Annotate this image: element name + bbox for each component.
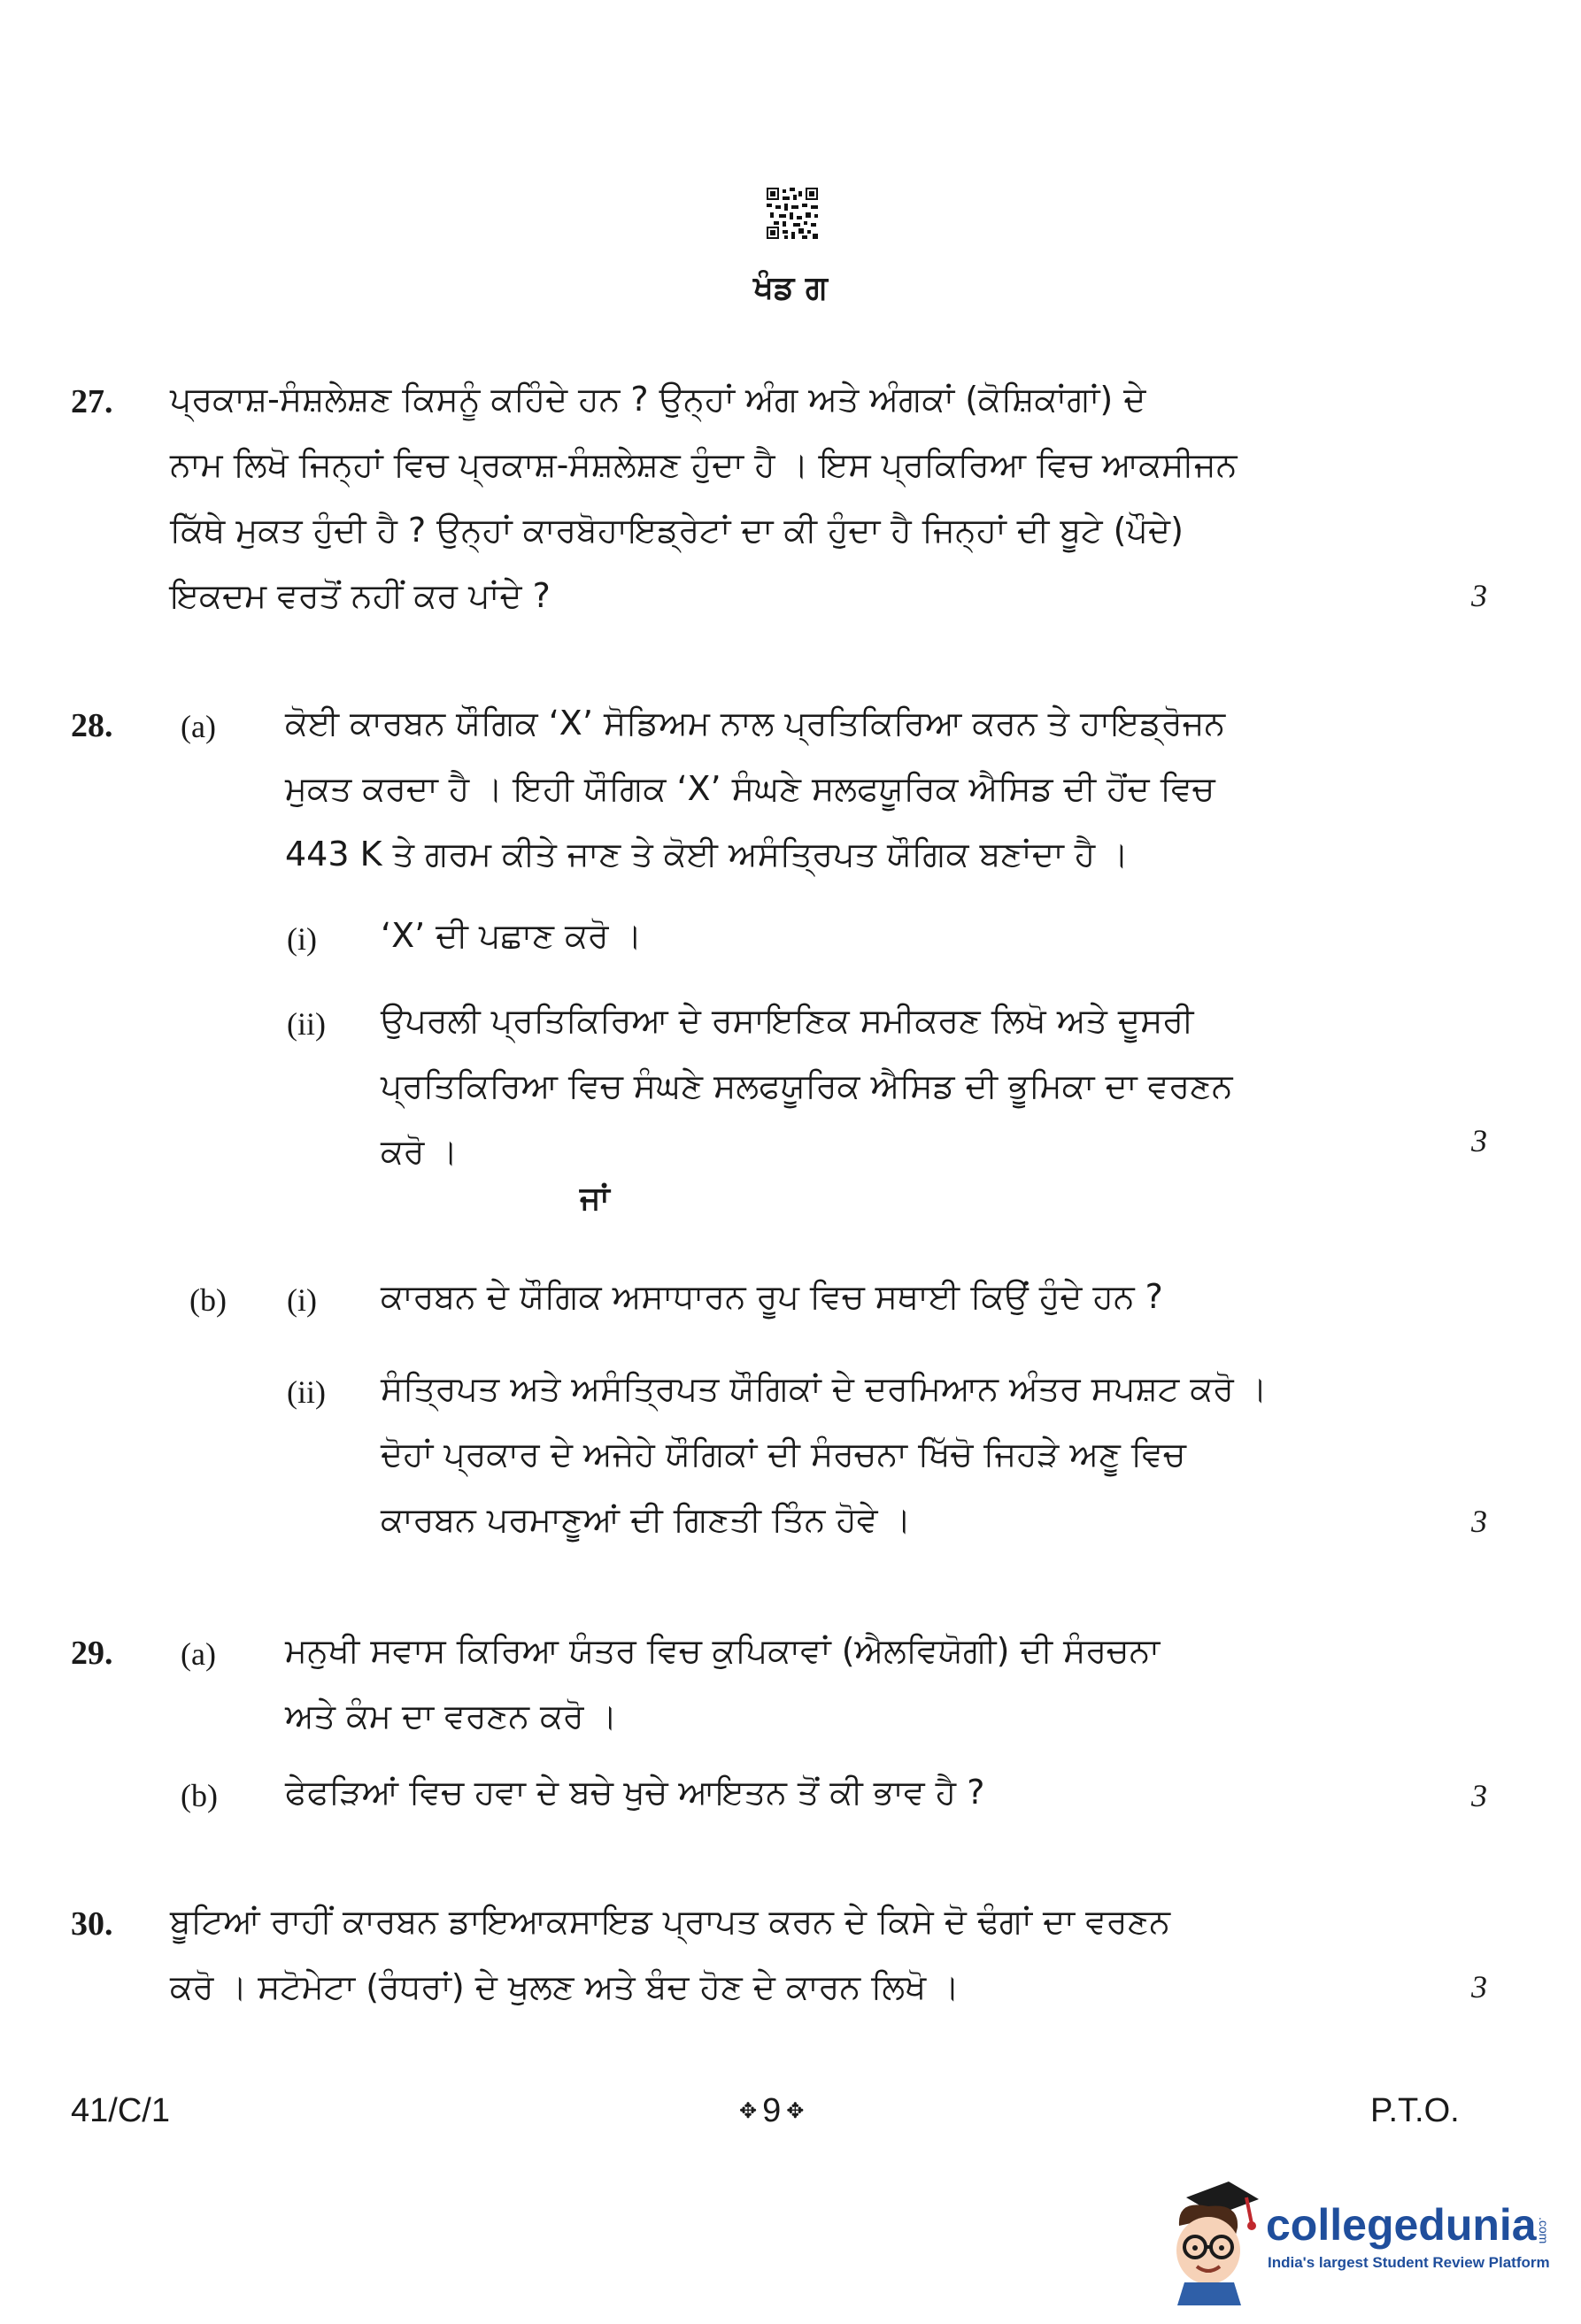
question-28a-text bbox=[285, 690, 1409, 887]
question-28a-line-3: 443 K ਤੇ ਗਰਮ ਕੀਤੇ ਜਾਣ ਤੇ ਕੋਈ ਅਸੰਤ੍ਰਿਪਤ ਯੌਗਿਕ ਬਣਾਂਦਾ ਹੈ । bbox=[285, 835, 1129, 873]
question-28b-i-label: (i) bbox=[287, 1282, 317, 1318]
brand-suffix: .com bbox=[1537, 2217, 1551, 2244]
question-29b-label: (b) bbox=[181, 1778, 218, 1813]
question-29a-line-2: ਅਤੇ ਕੰਮ ਦਾ ਵਰਣਨ ਕਰੋ । bbox=[285, 1697, 618, 1735]
page-ornament-left-icon: ✥ bbox=[739, 2099, 758, 2123]
question-28b-ii-line-1: ਸੰਤ੍ਰਿਪਤ ਅਤੇ ਅਸੰਤ੍ਰਿਪਤ ਯੌਗਿਕਾਂ ਦੇ ਦਰਮਿਆਨ ਅੰਤਰ ਸਪਸ਼ਟ ਕਰੋ । bbox=[381, 1369, 1268, 1408]
page-ornament-right-icon: ✥ bbox=[786, 2099, 805, 2123]
student-mascot-icon bbox=[1160, 2173, 1266, 2305]
question-29-marks: 3 bbox=[1471, 1778, 1487, 1813]
question-28b-ii-line-3: ਕਾਰਬਨ ਪਰਮਾਣੂਆਂ ਦੀ ਗਿਣਤੀ ਤਿੰਨ ਹੋਵੇ । bbox=[381, 1500, 912, 1539]
question-29a-label: (a) bbox=[181, 1636, 216, 1672]
question-number-29: 29. bbox=[71, 1635, 113, 1672]
question-30-line-2: ਕਰੋ । ਸਟੋਮੇਟਾ (ਰੰਧਰਾਂ) ਦੇ ਖੁਲਣ ਅਤੇ ਬੰਦ ਹੋਣ ਦੇ ਕਾਰਨ ਲਿਖੋ । bbox=[170, 1967, 960, 2006]
question-28a-i-label: (i) bbox=[287, 921, 317, 957]
question-27-line-3: ਕਿੱਥੇ ਮੁਕਤ ਹੁੰਦੀ ਹੈ ? ਉਨ੍ਹਾਂ ਕਾਰਬੋਹਾਇਡ੍ਰੇਟਾਂ ਦਾ ਕੀ ਹੁੰਦਾ ਹੈ ਜਿਨ੍ਹਾਂ ਦੀ ਬੂਟੇ (ਪੌਦੇ) bbox=[170, 511, 1184, 550]
page-number-group bbox=[739, 2092, 804, 2130]
pto-label: P.T.O. bbox=[1370, 2092, 1460, 2129]
question-29a-line-1: ਮਨੁਖੀ ਸਵਾਸ ਕਿਰਿਆ ਯੰਤਰ ਵਿਚ ਕੁਪਿਕਾਵਾਂ (ਐਲਵਿਯੋਗੀ) ਦੀ ਸੰਰਚਨਾ bbox=[285, 1631, 1161, 1670]
question-28b-ii-text bbox=[381, 1356, 1409, 1552]
question-28b-label: (b) bbox=[189, 1282, 227, 1318]
brand-name: collegedunia bbox=[1266, 2200, 1537, 2250]
question-28a-ii-text bbox=[381, 988, 1409, 1184]
question-27-line-1: ਪ੍ਰਕਾਸ਼-ਸੰਸ਼ਲੇਸ਼ਣ ਕਿਸਨੂੰ ਕਹਿੰਦੇ ਹਨ ? ਉਨ੍ਹਾਂ ਅੰਗ ਅਤੇ ਅੰਗਕਾਂ (ਕੋਸ਼ਿਕਾਂਗਾਂ) ਦੇ bbox=[170, 380, 1146, 419]
question-28a-ii-label: (ii) bbox=[287, 1006, 326, 1042]
question-28a-ii-line-2: ਪ੍ਰਤਿਕਿਰਿਆ ਵਿਚ ਸੰਘਣੇ ਸਲਫਯੂਰਿਕ ਐਸਿਡ ਦੀ ਭੂਮਿਕਾ ਦਾ ਵਰਣਨ bbox=[381, 1066, 1233, 1105]
question-29b-text: ਫੇਫੜਿਆਂ ਵਿਚ ਹਵਾ ਦੇ ਬਚੇ ਖੁਚੇ ਆਇਤਨ ਤੋਂ ਕੀ ਭਾਵ ਹੈ ? bbox=[285, 1773, 985, 1812]
question-27-line-4: ਇਕਦਮ ਵਰਤੋਂ ਨਹੀਂ ਕਰ ਪਾਂਦੇ ? bbox=[170, 576, 551, 615]
question-28a-i-text: ‘X’ ਦੀ ਪਛਾਣ ਕਰੋ । bbox=[381, 916, 643, 955]
paper-code: 41/C/1 bbox=[71, 2092, 170, 2129]
question-28a-label: (a) bbox=[181, 709, 216, 744]
question-28b-i-text: ਕਾਰਬਨ ਦੇ ਯੌਗਿਕ ਅਸਾਧਾਰਨ ਰੂਪ ਵਿਚ ਸਥਾਈ ਕਿਉਂ ਹੁੰਦੇ ਹਨ ? bbox=[381, 1277, 1163, 1316]
question-number-28: 28. bbox=[71, 707, 113, 744]
question-28b-ii-label: (ii) bbox=[287, 1374, 326, 1410]
question-27-text bbox=[170, 366, 1409, 628]
question-30-text bbox=[170, 1889, 1409, 2020]
question-30-line-1: ਬੂਟਿਆਂ ਰਾਹੀਂ ਕਾਰਬਨ ਡਾਇਆਕਸਾਇਡ ਪ੍ਰਾਪਤ ਕਰਨ ਦੇ ਕਿਸੇ ਦੋ ਢੰਗਾਂ ਦਾ ਵਰਣਨ bbox=[170, 1902, 1171, 1941]
question-28a-line-2: ਮੁਕਤ ਕਰਦਾ ਹੈ । ਇਹੀ ਯੌਗਿਕ ‘X’ ਸੰਘਣੇ ਸਲਫਯੂਰਿਕ ਐਸਿਡ ਦੀ ਹੋਂਦ ਵਿਚ bbox=[285, 769, 1215, 808]
question-28a-marks: 3 bbox=[1471, 1123, 1487, 1158]
question-27-marks: 3 bbox=[1471, 578, 1487, 613]
question-30-marks: 3 bbox=[1471, 1969, 1487, 2005]
question-number-27: 27. bbox=[71, 383, 113, 420]
question-28a-ii-line-1: ਉਪਰਲੀ ਪ੍ਰਤਿਕਿਰਿਆ ਦੇ ਰਸਾਇਣਿਕ ਸਮੀਕਰਣ ਲਿਖੋ ਅਤੇ ਦੂਸਰੀ bbox=[381, 1001, 1194, 1040]
question-28a-ii-line-3: ਕਰੋ । bbox=[381, 1132, 459, 1171]
question-27-line-2: ਨਾਮ ਲਿਖੋ ਜਿਨ੍ਹਾਂ ਵਿਚ ਪ੍ਰਕਾਸ਼-ਸੰਸ਼ਲੇਸ਼ਣ ਹੁੰਦਾ ਹੈ । ਇਸ ਪ੍ਰਕਿਰਿਆ ਵਿਚ ਆਕਸੀਜਨ bbox=[170, 445, 1238, 484]
qr-code bbox=[767, 188, 818, 239]
brand-tagline: India's largest Student Review Platform bbox=[1268, 2254, 1550, 2271]
question-28b-marks: 3 bbox=[1471, 1504, 1487, 1539]
question-28a-line-1: ਕੋਈ ਕਾਰਬਨ ਯੌਗਿਕ ‘X’ ਸੋਡਿਅਮ ਨਾਲ ਪ੍ਰਤਿਕਿਰਿਆ ਕਰਨ ਤੇ ਹਾਇਡ੍ਰੋਜਨ bbox=[285, 704, 1226, 743]
question-28b-ii-line-2: ਦੋਹਾਂ ਪ੍ਰਕਾਰ ਦੇ ਅਜੇਹੇ ਯੌਗਿਕਾਂ ਦੀ ਸੰਰਚਨਾ ਖਿੱਚੋ ਜਿਹੜੇ ਅਣੂ ਵਿਚ bbox=[381, 1435, 1186, 1474]
question-29a-text bbox=[285, 1618, 1409, 1749]
page-number: 9 bbox=[762, 2092, 782, 2129]
collegedunia-watermark bbox=[1160, 2173, 1558, 2305]
or-separator: ਜਾਂ bbox=[580, 1181, 610, 1217]
question-number-30: 30. bbox=[71, 1905, 113, 1943]
section-title: ਖੰਡ ਗ bbox=[753, 270, 828, 306]
